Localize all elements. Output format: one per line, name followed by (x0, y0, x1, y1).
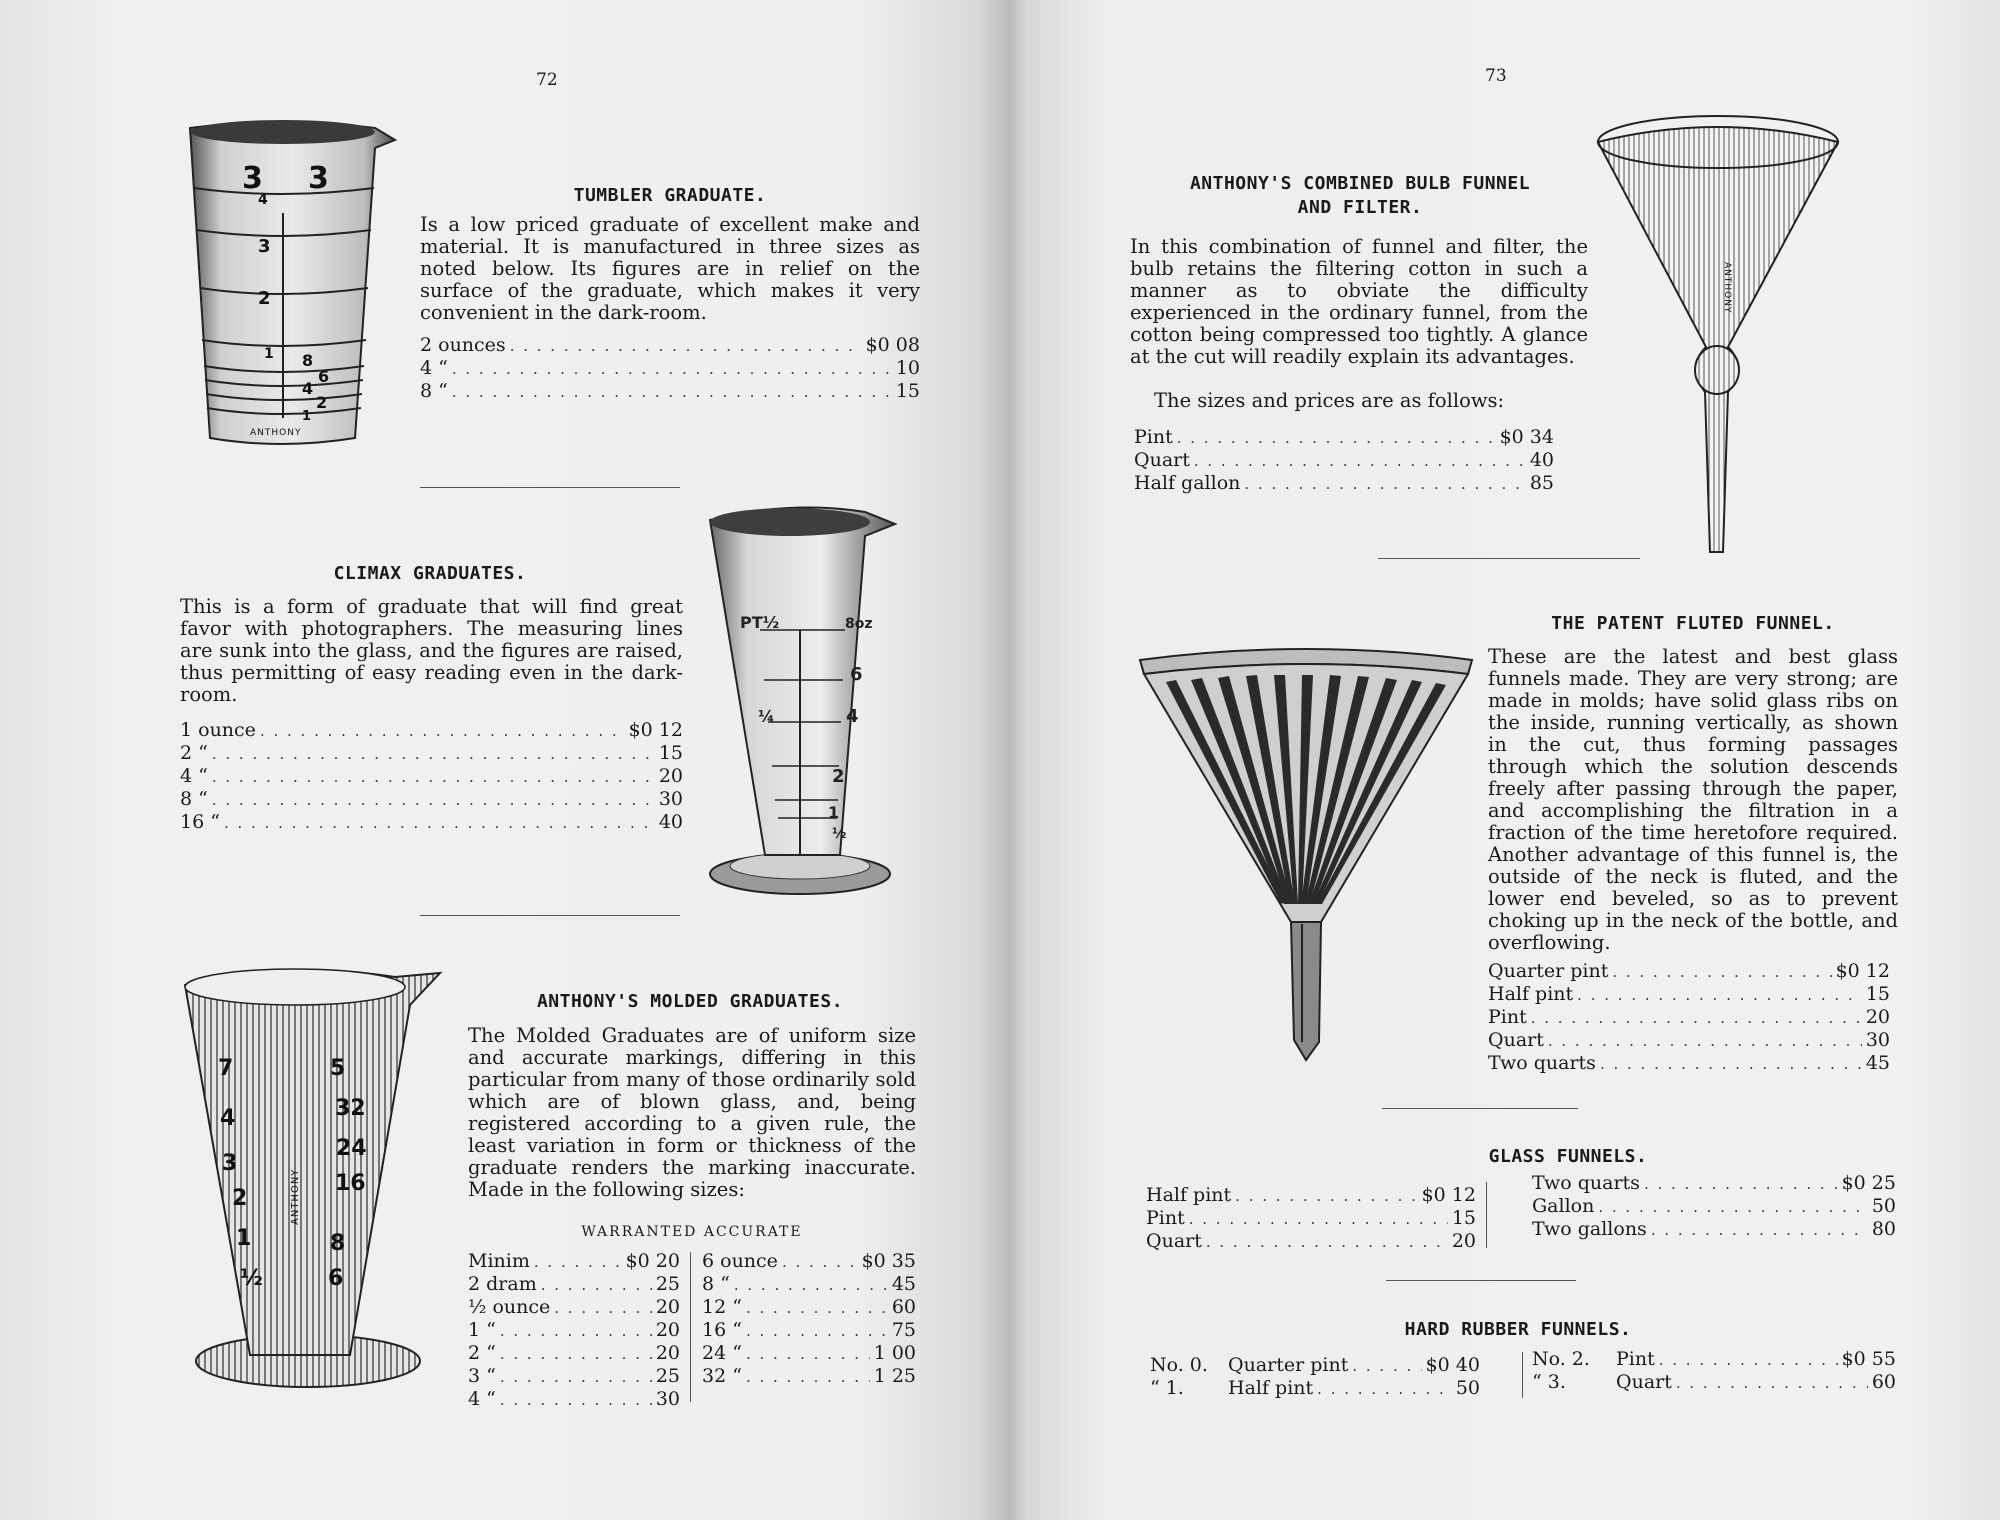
svg-text:8oz: 8oz (845, 616, 873, 632)
price-row: No. 0. Quarter pint . . . $0 40 (1150, 1354, 1480, 1377)
bulb-funnel-illustration (1588, 112, 1848, 562)
tumbler-description: Is a low priced graduate of excellent make and material. It is manufactured in three sizes as noted below. Its figures are in relief on the surface of the graduate, which makes it very convenient in the dark-room. (420, 213, 920, 324)
bulb-funnel-sizes-intro: The sizes and prices are as follows: (1154, 389, 1505, 412)
tumbler-graduate-illustration (180, 118, 405, 448)
bulb-funnel-price-list (1134, 426, 1554, 495)
page-number: 72 (536, 70, 558, 90)
price-row: Half pint . . . 15 (1488, 983, 1890, 1006)
rubber-funnels-price-list-right (1532, 1348, 1896, 1394)
climax-description: This is a form of graduate that will find great favor with photographers. The measuring lines are sunk into the glass, and the figures are raised, thus permitting of easy reading even in the dark-room. (180, 595, 683, 706)
price-row: 4 “ . . . 20 (180, 765, 683, 788)
price-row: Two gallons . . . 80 (1532, 1218, 1896, 1241)
svg-text:¼: ¼ (758, 707, 775, 726)
price-row: 4 “ . . . 30 (468, 1388, 680, 1411)
price-row: 2 dram . . . 25 (468, 1273, 680, 1296)
price-row: Half gallon . . . 85 (1134, 472, 1554, 495)
price-row: Quart . . . 30 (1488, 1029, 1890, 1052)
price-row: 6 ounce . . . $0 35 (702, 1250, 916, 1273)
svg-text:3: 3 (242, 161, 263, 196)
price-row: Pint . . . $0 34 (1134, 426, 1554, 449)
bulb-funnel-brand: ANTHONY (1722, 262, 1732, 314)
svg-text:ANTHONY: ANTHONY (250, 428, 302, 438)
svg-text:3: 3 (222, 1151, 238, 1176)
price-row: ½ ounce . . . 20 (468, 1296, 680, 1319)
price-row: Minim . . . $0 20 (468, 1250, 680, 1273)
svg-text:½: ½ (832, 826, 847, 842)
glass-funnels-price-list-right (1532, 1172, 1896, 1241)
svg-text:8: 8 (302, 351, 314, 370)
price-row: “ 3. Quart . . . 60 (1532, 1371, 1896, 1394)
price-row: 24 “ . . . 1 00 (702, 1342, 916, 1365)
molded-description: The Molded Graduates are of uniform size and accurate markings, differing in this particular from many of those ordinarily sold which are of blown glass, and, being registered according to a given rule, the least variation in form or thickness of the graduate renders the marking inaccurate. Made in the following sizes: (468, 1024, 916, 1201)
glass-funnels-price-list-left (1146, 1184, 1476, 1253)
molded-price-list-left (468, 1250, 680, 1411)
page-number: 73 (1485, 66, 1507, 86)
svg-text:2: 2 (258, 288, 271, 309)
price-row: 8 “ . . . 30 (180, 788, 683, 811)
rubber-funnels-title: HARD RUBBER FUNNELS. (1404, 1319, 1632, 1340)
price-row: 2 “ . . . 15 (180, 742, 683, 765)
price-row: 8 “ . . . 15 (420, 380, 920, 403)
svg-text:4: 4 (258, 192, 268, 208)
price-row: Pint . . . 20 (1488, 1006, 1890, 1029)
molded-price-list-right (702, 1250, 916, 1388)
tumbler-title: TUMBLER GRADUATE. (573, 185, 767, 206)
svg-text:3: 3 (308, 161, 329, 196)
climax-title: CLIMAX GRADUATES. (333, 563, 527, 584)
fluted-funnel-illustration (1136, 642, 1476, 1062)
price-row: “ 1. Half pint . . . 50 (1150, 1377, 1480, 1400)
svg-text:5: 5 (330, 1056, 346, 1081)
price-row: 1 “ . . . 20 (468, 1319, 680, 1342)
price-row: Two quarts . . . 45 (1488, 1052, 1890, 1075)
bulb-funnel-description: In this combination of funnel and filter, the bulb retains the filtering cotton in such a manner as to obviate the difficulty experienced in the ordinary funnel, from the cotton being compressed too tightly. A glance at the cut will readily explain its advantages. (1130, 235, 1588, 368)
svg-text:2: 2 (832, 766, 845, 787)
right-page (1008, 0, 2000, 1520)
section-divider (1382, 1108, 1578, 1109)
svg-text:½: ½ (240, 1266, 263, 1291)
column-divider (1522, 1352, 1523, 1398)
molded-subheading: WARRANTED ACCURATE (581, 1224, 803, 1240)
svg-text:24: 24 (336, 1136, 367, 1161)
section-divider (420, 915, 680, 916)
climax-graduate-illustration (700, 500, 900, 900)
svg-text:6: 6 (850, 664, 863, 685)
svg-text:1: 1 (236, 1226, 252, 1251)
price-row: 16 “ . . . 40 (180, 811, 683, 834)
svg-text:1: 1 (828, 803, 840, 822)
svg-text:6: 6 (318, 367, 330, 386)
fluted-funnel-description: These are the latest and best glass funnels made. They are very strong; are made in molds; have solid glass ribs on the inside, running vertically, as shown in the cut, thus forming passages through which the solution descends freely after passing through the paper, and accomplishing the filtration in a fraction of the time heretofore required. Another advantage of this funnel is, the outside of the neck is fluted, and the lower end beveled, so as to prevent choking up in the neck of the bottle, and overflowing. (1488, 645, 1898, 954)
climax-price-list (180, 719, 683, 834)
price-row: 2 “ . . . 20 (468, 1342, 680, 1365)
price-row: Quarter pint . . . $0 12 (1488, 960, 1890, 983)
svg-text:PT½: PT½ (740, 613, 780, 632)
svg-text:3: 3 (258, 236, 271, 257)
price-row: 8 “ . . . 45 (702, 1273, 916, 1296)
svg-text:32: 32 (335, 1096, 366, 1121)
section-divider (420, 487, 680, 488)
svg-text:4: 4 (846, 706, 859, 727)
glass-funnels-title: GLASS FUNNELS. (1488, 1146, 1648, 1167)
molded-title: ANTHONY'S MOLDED GRADUATES. (536, 991, 844, 1012)
svg-text:1: 1 (264, 346, 274, 362)
svg-text:4: 4 (302, 379, 314, 398)
bulb-funnel-title (1130, 172, 1590, 220)
bulb-funnel-title-line2: AND FILTER. (1297, 197, 1423, 218)
price-row: 1 ounce . . . $0 12 (180, 719, 683, 742)
price-row: 2 ounces . . . $0 08 (420, 334, 920, 357)
price-row: Pint . . . 15 (1146, 1207, 1476, 1230)
price-row: 4 “ . . . 10 (420, 357, 920, 380)
column-divider (1486, 1182, 1487, 1248)
svg-text:2: 2 (316, 393, 328, 412)
column-divider (690, 1252, 691, 1402)
fluted-funnel-price-list (1488, 960, 1890, 1075)
fluted-funnel-title: THE PATENT FLUTED FUNNEL. (1551, 613, 1835, 634)
svg-text:8: 8 (330, 1231, 346, 1256)
price-row: No. 2. Pint . . . $0 55 (1532, 1348, 1896, 1371)
price-row: 16 “ . . . 75 (702, 1319, 916, 1342)
svg-text:4: 4 (220, 1106, 236, 1131)
svg-text:16: 16 (335, 1171, 366, 1196)
price-row: 3 “ . . . 25 (468, 1365, 680, 1388)
price-row: 32 “ . . . 1 25 (702, 1365, 916, 1388)
svg-text:7: 7 (218, 1056, 234, 1081)
tumbler-price-list (420, 334, 920, 403)
bulb-funnel-title-line1: ANTHONY'S COMBINED BULB FUNNEL (1189, 173, 1531, 194)
section-divider (1378, 558, 1640, 559)
svg-text:6: 6 (328, 1266, 344, 1291)
price-row: Gallon . . . 50 (1532, 1195, 1896, 1218)
price-row: Quart . . . 20 (1146, 1230, 1476, 1253)
svg-text:1: 1 (302, 409, 312, 424)
price-row: Quart . . . 40 (1134, 449, 1554, 472)
molded-graduate-illustration (180, 965, 450, 1395)
section-divider (1386, 1280, 1576, 1281)
svg-text:2: 2 (232, 1186, 248, 1211)
price-row: 12 “ . . . 60 (702, 1296, 916, 1319)
rubber-funnels-price-list-left (1150, 1354, 1480, 1400)
svg-text:ANTHONY: ANTHONY (290, 1168, 301, 1225)
price-row: Two quarts . . . $0 25 (1532, 1172, 1896, 1195)
price-row: Half pint . . . $0 12 (1146, 1184, 1476, 1207)
